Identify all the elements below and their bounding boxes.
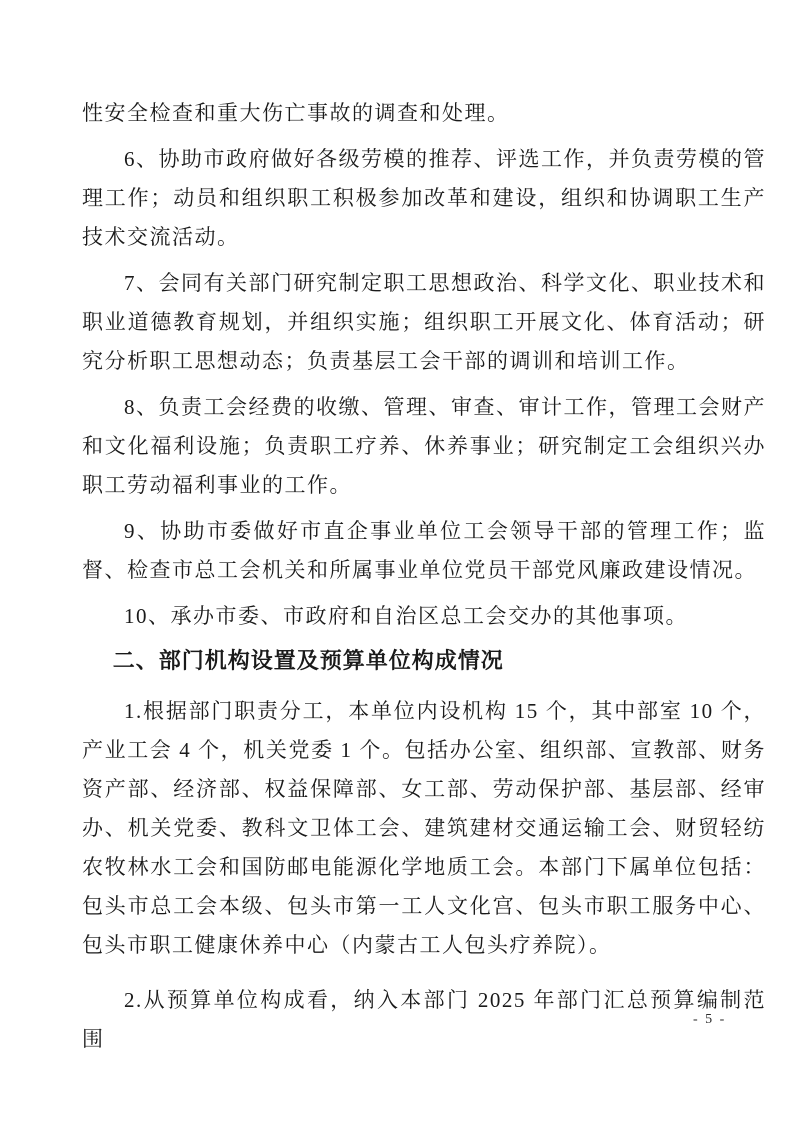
paragraph-budget-units: 2.从预算单位构成看，纳入本部门 2025 年部门汇总预算编制范围 [82,988,766,1051]
paragraph-duty-7: 7、会同有关部门研究制定职工思想政治、科学文化、职业技术和职业道德教育规划，并组织实施；组织职工开展文化、体育活动；研究分析职工思想动态；负责基层工会干部的调训和培训工作。 [82,271,766,373]
paragraph-duty-9: 9、协助市委做好市直企事业单位工会领导干部的管理工作；监督、检查市总工会机关和所属事业单位党员干部党风廉政建设情况。 [82,519,766,582]
paragraph-duty-6: 6、协助市政府做好各级劳模的推荐、评选工作，并负责劳模的管理工作；动员和组织职工积极参加改革和建设，组织和协调职工生产技术交流活动。 [82,147,766,249]
paragraph-org-setup: 1.根据部门职责分工，本单位内设机构 15 个，其中部室 10 个，产业工会 4 个，机关党委 1 个。包括办公室、组织部、宣教部、财务资产部、经济部、权益保障部、女工部、劳动保护部、基层部、经审办、机关党委、教科文卫体工会、建筑建材交通运输工会、财贸轻纺农牧林水工会和国防邮电能源化学地质工会。本部门下属单位包括：包头市总工会本级、包头市第一工人文化宫、包头市职工服务中心、包头市职工健康休养中心（内蒙古工人包头疗养院）。 [82,699,766,957]
section-heading: 二、部门机构设置及预算单位构成情况 [112,648,504,673]
paragraph-duty-10: 10、承办市委、市政府和自治区总工会交办的其他事项。 [124,604,688,628]
page-number: - 5 - [693,1012,727,1027]
paragraph-continuation: 性安全检查和重大伤亡事故的调查和处理。 [82,101,510,125]
document-body [82,94,766,1059]
paragraph-duty-8: 8、负责工会经费的收缴、管理、审查、审计工作，管理工会财产和文化福利设施；负责职工疗养、休养事业；研究制定工会组织兴办职工劳动福利事业的工作。 [82,395,766,497]
